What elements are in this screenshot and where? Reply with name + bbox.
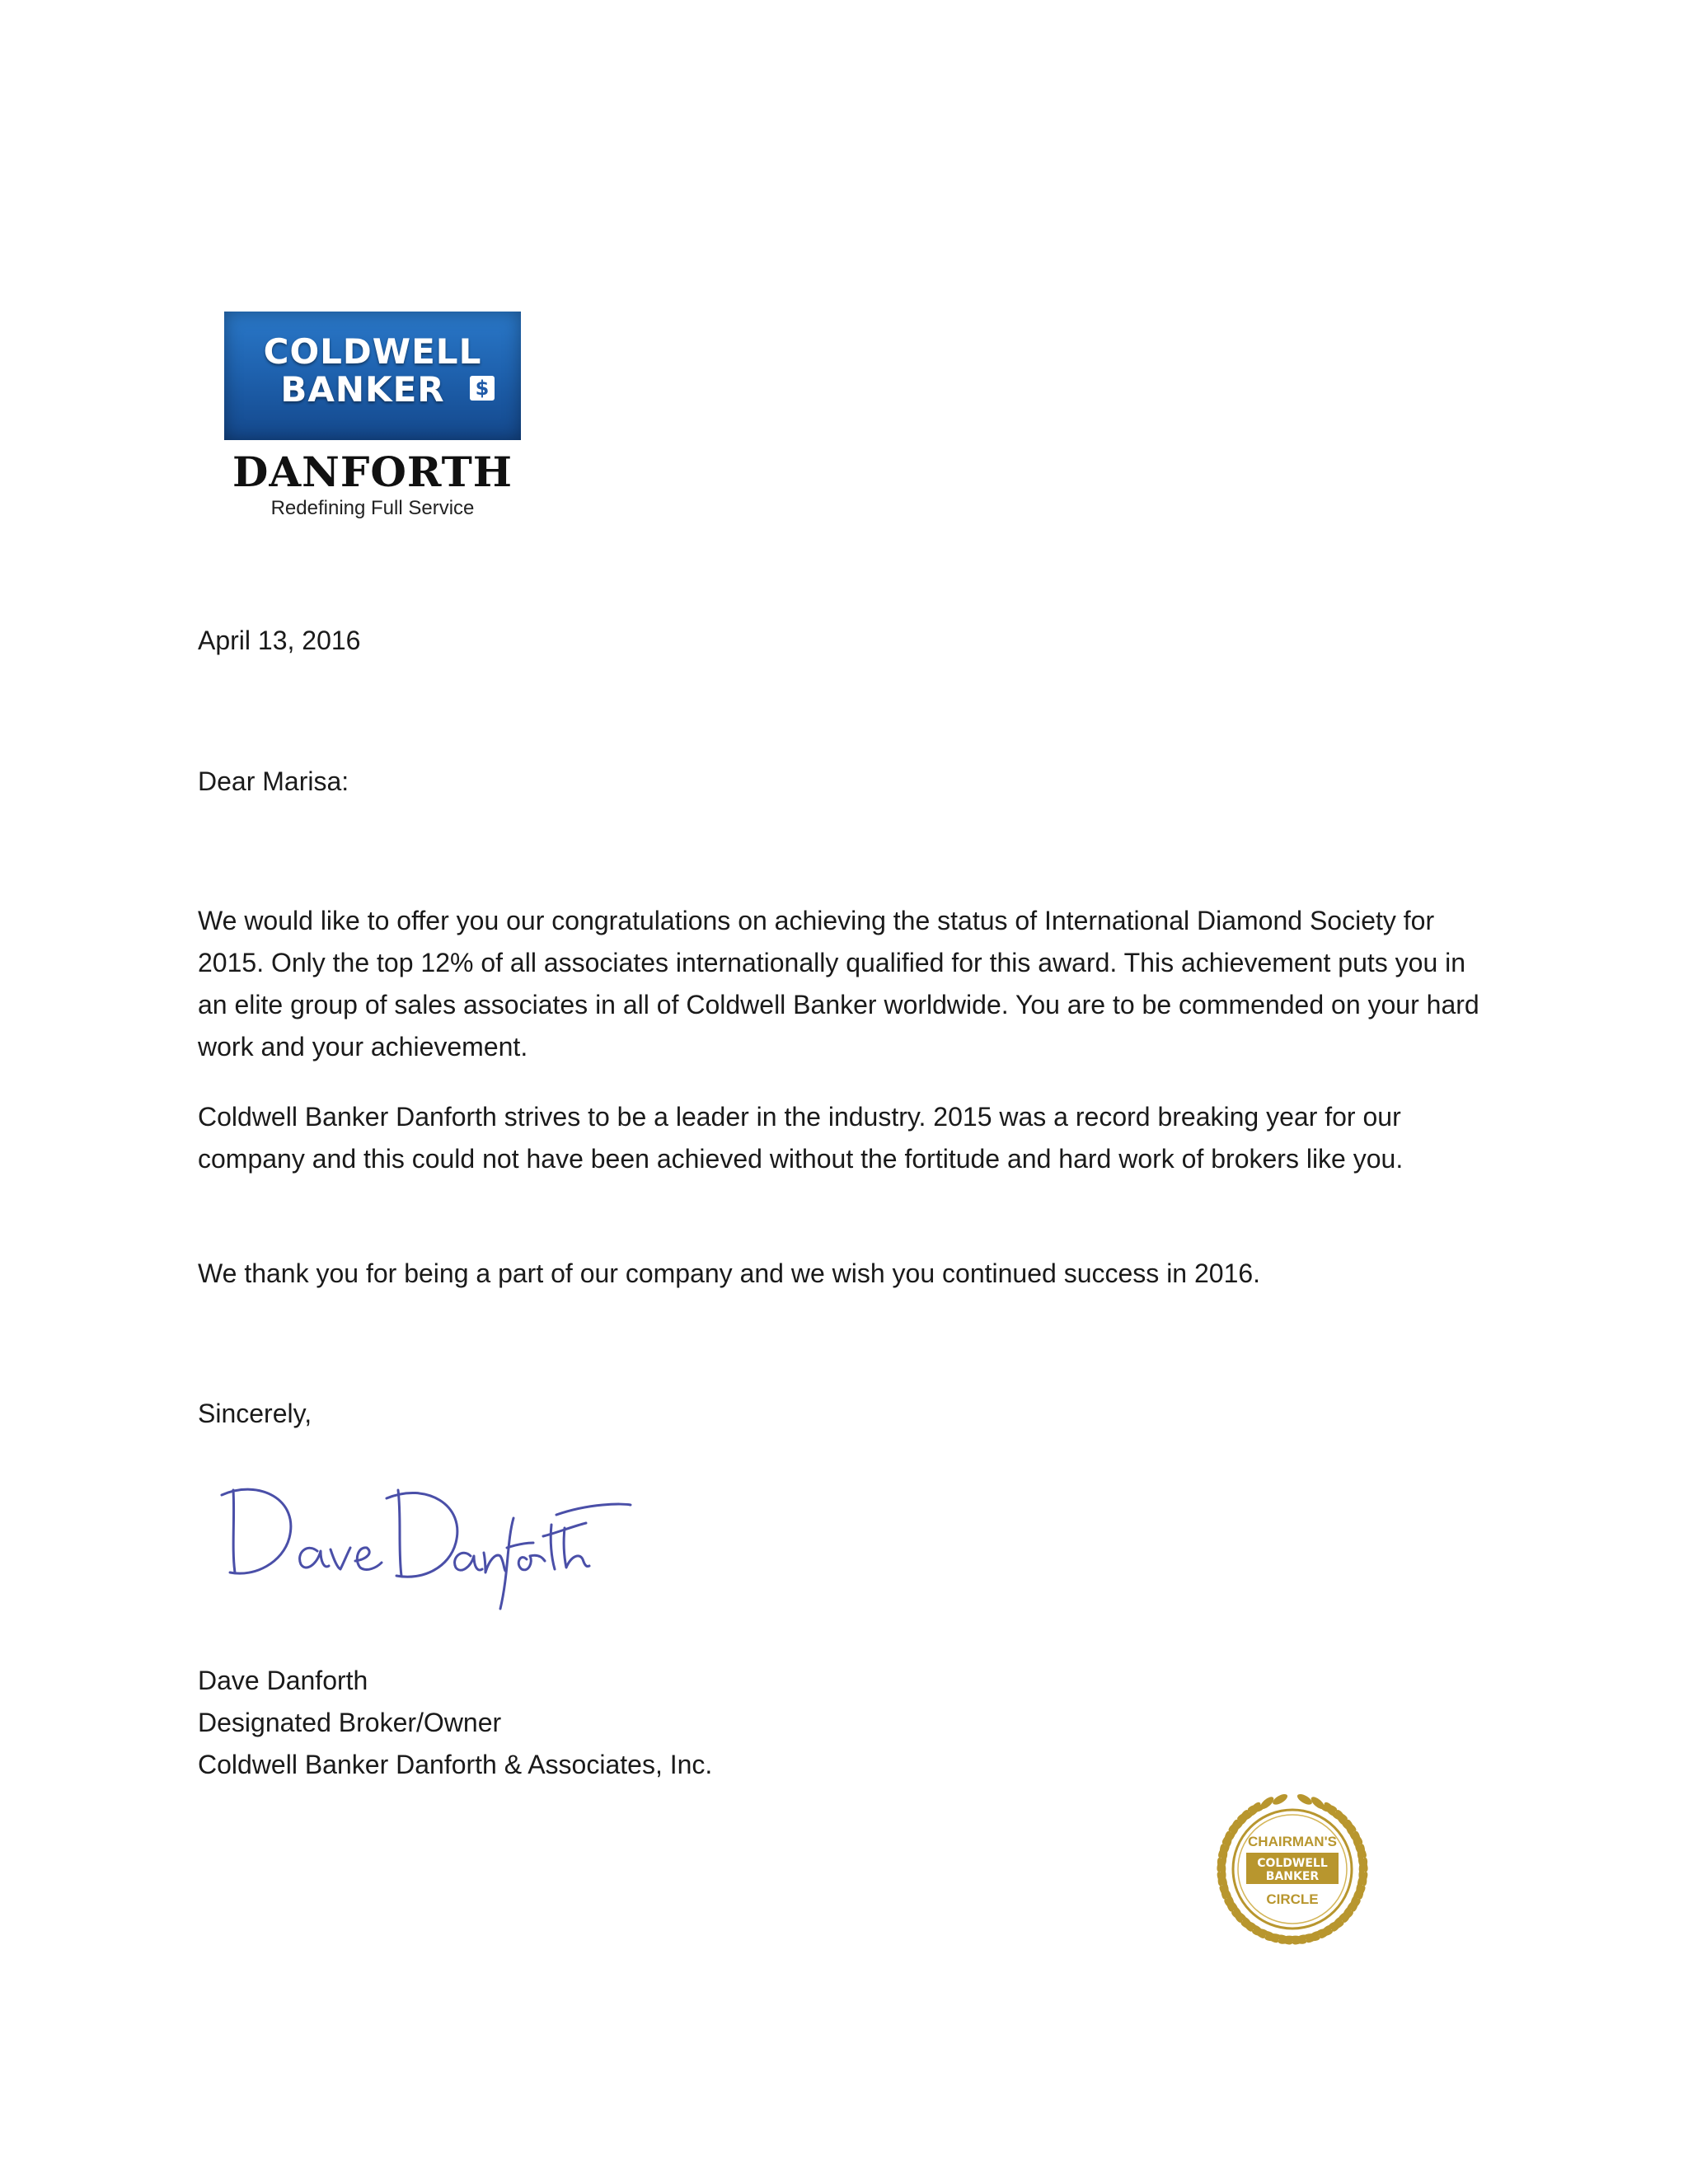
laurel-leaf-icon	[1271, 1792, 1289, 1807]
logo-brand-line1: COLDWELL	[263, 331, 482, 372]
signature-block	[198, 1660, 712, 1786]
coldwell-banker-mark-icon: $	[470, 376, 495, 401]
signer-company: Coldwell Banker Danforth & Associates, Inc.	[198, 1750, 713, 1779]
signer-title: Designated Broker/Owner	[198, 1708, 502, 1737]
handwritten-signature	[210, 1467, 639, 1624]
logo-brand-line2: BANKER	[280, 369, 445, 410]
letter-date: April 13, 2016	[198, 626, 361, 655]
seal-brand-line1: COLDWELL	[1257, 1857, 1328, 1870]
letter-paragraph: We thank you for being a part of our company and we wish you continued success in 2016.	[198, 1258, 1261, 1288]
logo-tagline: Redefining Full Service	[270, 497, 475, 519]
logo-office-name: DANFORTH	[232, 448, 513, 496]
logo-blue-box	[224, 312, 521, 440]
signer-name: Dave Danforth	[198, 1666, 368, 1695]
letter-paragraph: Coldwell Banker Danforth strives to be a leader in the industry. 2015 was a record breaking year for our company and this could not have been achieved without the fortitude and hard work of brokers like you.	[198, 1102, 1404, 1174]
seal-top-text: CHAIRMAN'S	[1248, 1834, 1337, 1849]
letter-closing: Sincerely,	[198, 1399, 312, 1428]
laurel-leaf-icon	[1296, 1792, 1314, 1807]
coldwell-banker-danforth-logo	[224, 312, 521, 519]
letter-paragraph: We would like to offer you our congratulations on achieving the status of International Diamond Society for 2015. Only the top 12% of all associates internationally qualified for this award. This achievement puts you in an elite group of sales associates in all of Coldwell Banker worldwide. You are to be commended on your hard work and your achievement.	[198, 906, 1479, 1062]
seal-bottom-text: CIRCLE	[1266, 1891, 1319, 1907]
seal-brand-line2: BANKER	[1265, 1870, 1320, 1883]
chairmans-circle-seal-icon	[1210, 1787, 1375, 1952]
letter-salutation: Dear Marisa:	[198, 766, 349, 796]
